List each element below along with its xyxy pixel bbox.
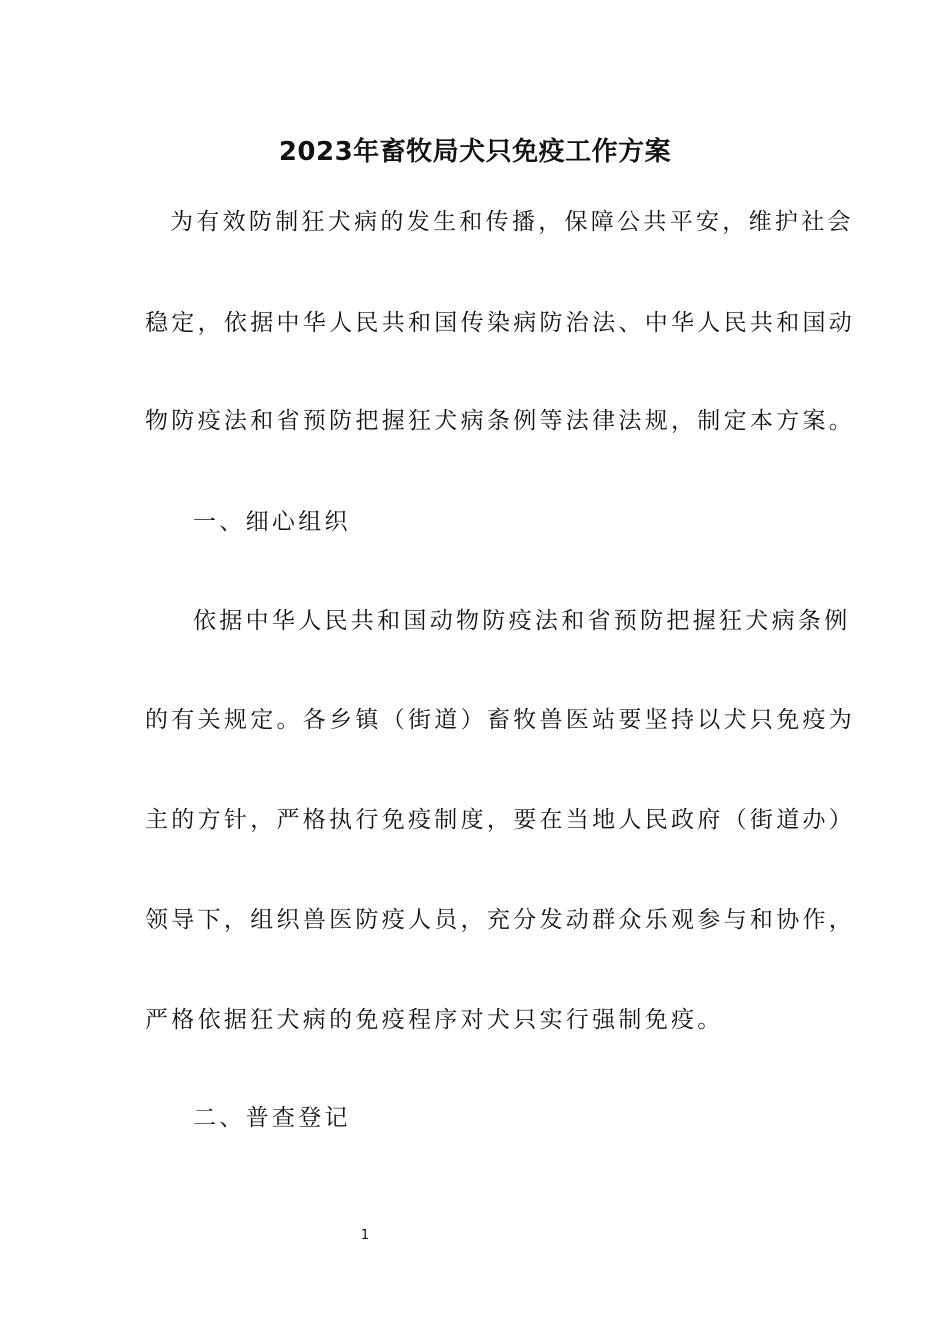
section-1-line-5: 严格依据狂犬病的免疫程序对犬只实行强制免疫。	[145, 1007, 724, 1033]
section-1-heading: 一、细心组织	[193, 509, 351, 535]
intro-line-1: 为有效防制狂犬病的发生和传播，保障公共平安，维护社会	[170, 209, 854, 235]
section-1-line-4: 领导下，组织兽医防疫人员，充分发动群众乐观参与和协作，	[145, 907, 856, 933]
intro-line-3: 物防疫法和省预防把握狂犬病条例等法律法规，制定本方案。	[145, 408, 856, 434]
intro-line-2: 稳定，依据中华人民共和国传染病防治法、中华人民共和国动	[145, 310, 856, 336]
section-2-heading: 二、普查登记	[193, 1105, 351, 1131]
section-1-line-1: 依据中华人民共和国动物防疫法和省预防把握狂犬病条例	[193, 608, 851, 634]
document-title: 2023年畜牧局犬只免疫工作方案	[278, 137, 672, 167]
section-1-line-3: 主的方针，严格执行免疫制度，要在当地人民政府（街道办）	[145, 807, 856, 833]
page-number: 1	[360, 1228, 370, 1243]
section-1-line-2: 的有关规定。各乡镇（街道）畜牧兽医站要坚持以犬只免疫为	[145, 707, 856, 733]
